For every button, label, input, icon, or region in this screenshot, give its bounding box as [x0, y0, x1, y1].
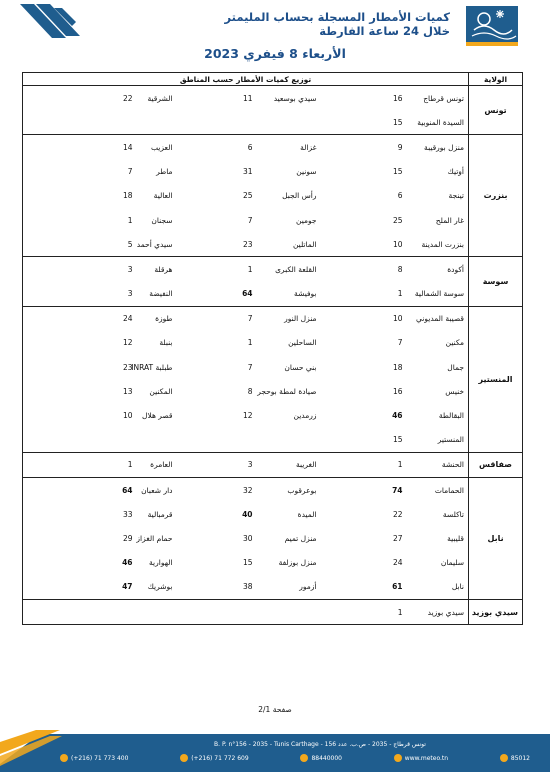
rainfall-value [177, 110, 257, 135]
station-name: صيادة لمطة بوحجر [257, 386, 317, 396]
rainfall-value: 8 [321, 257, 407, 282]
table-row [23, 232, 523, 257]
rainfall-value: 10 [23, 403, 137, 427]
rainfall-value [177, 599, 257, 624]
station-name [257, 599, 321, 624]
page-number: صفحة 2/1 [258, 705, 292, 714]
rainfall-value: 9 [321, 135, 407, 160]
footer-band [0, 724, 550, 772]
rainfall-value: 15 [242, 558, 253, 568]
footer-phone1: (+216) 71 773 400 [60, 754, 128, 762]
document-title [170, 10, 450, 38]
rainfall-value: 46 [23, 551, 137, 575]
station-name: سيدي بوزيد [407, 599, 469, 624]
table-row [23, 452, 523, 477]
station-name: تينجة [448, 191, 465, 201]
title-line-1: كميات الأمطار المسجلة بحساب المليمتر [224, 10, 450, 24]
page-footer [0, 724, 550, 772]
station-name: السيدة المنوبية [417, 117, 465, 127]
station-name: قصر هلال [142, 411, 173, 421]
rainfall-value: 10 [392, 239, 403, 249]
station-name: القلعة الكبرى [257, 257, 321, 282]
header-stripes-decoration [20, 4, 82, 38]
footer-phone3: 88440000 [300, 754, 342, 762]
governorate-cell: المنستير [469, 306, 523, 452]
rainfall-value: 7 [247, 362, 253, 372]
governorate-cell: سيدي بوزيد [469, 599, 523, 624]
station-name: المكنين [149, 386, 173, 396]
table-row [23, 208, 523, 232]
station-name: الهوارية [149, 558, 173, 568]
station-name: زرمدين [293, 411, 317, 421]
footer-address: B. P. n°156 - 2035 - Tunis Carthage - تونس قرطاج - 2035 - ص.ب. عدد 156 [214, 741, 426, 748]
station-name: العامرة [137, 452, 177, 477]
table-row [23, 502, 523, 526]
rainfall-value: 15 [392, 435, 403, 445]
rainfall-value: 23 [23, 355, 137, 379]
table-row [23, 428, 523, 453]
rainfall-value: 22 [392, 509, 403, 519]
rainfall-value [23, 428, 137, 453]
rainfall-value: 12 [23, 331, 137, 355]
station-name: جمال [447, 362, 465, 372]
rainfall-value: 31 [242, 167, 253, 177]
rainfall-value: 16 [321, 86, 407, 111]
fax-icon [180, 754, 188, 762]
station-name: سليمان [440, 558, 465, 568]
footer-contacts [60, 754, 530, 762]
station-name: أزمور [299, 582, 317, 592]
rainfall-value: 1 [247, 338, 253, 348]
rainfall-value: 7 [397, 338, 403, 348]
rainfall-value: 29 [23, 526, 137, 550]
station-name: الحنشة [407, 452, 469, 477]
station-name: بنبلة [159, 338, 173, 348]
rainfall-value: 15 [392, 117, 403, 127]
report-date: الأربعاء 8 فيفري 2023 [204, 46, 346, 61]
header-governorate: الولاية [469, 73, 523, 86]
rainfall-value: 22 [23, 86, 137, 111]
station-name: منزل تميم [284, 533, 317, 543]
governorate-cell: صفاقس [469, 452, 523, 477]
station-name: قليبية [447, 533, 465, 543]
governorate-cell: تونس [469, 86, 523, 135]
footer-phone2: (+216) 71 772 609 [180, 754, 248, 762]
station-name: بوشريك [147, 582, 173, 592]
rainfall-value: 1 [321, 599, 407, 624]
station-name: مكنين [445, 338, 465, 348]
rainfall-value: 32 [177, 478, 257, 503]
meteo-logo [466, 6, 518, 46]
rainfall-value: 30 [242, 533, 253, 543]
phone-icon [60, 754, 68, 762]
rainfall-value: 64 [242, 289, 253, 299]
station-name: الشرقية [137, 86, 177, 111]
rainfall-value [23, 110, 137, 135]
station-name: قرمبالية [147, 509, 173, 519]
table-row [23, 257, 523, 282]
table-row [23, 331, 523, 355]
station-name: الغريبة [257, 452, 321, 477]
rainfall-value: 16 [392, 386, 403, 396]
rainfall-value: 27 [392, 533, 403, 543]
station-name: بوفيشة [293, 289, 317, 299]
station-name [137, 428, 177, 453]
station-name: الميدة [297, 509, 317, 519]
rainfall-value: 15 [392, 167, 403, 177]
governorate-cell: نابل [469, 478, 523, 600]
governorate-cell: سوسة [469, 257, 523, 306]
header-distribution: توزيع كميات الأمطار حسب المناطق [23, 73, 469, 86]
rainfall-value: 47 [23, 575, 137, 600]
station-name: خنيس [445, 386, 465, 396]
station-name: بني حسان [284, 362, 317, 372]
rainfall-value: 1 [23, 208, 137, 232]
station-name: الماتلين [292, 239, 317, 249]
table-row [23, 599, 523, 624]
rainfall-value: 10 [321, 306, 407, 331]
station-name: الحمامات [407, 478, 469, 503]
station-name: منزل بورقيبة [407, 135, 469, 160]
station-name: بوعرقوب [257, 478, 321, 503]
rainfall-value: 5 [23, 232, 137, 257]
rainfall-value: 7 [247, 215, 253, 225]
table-header-row [23, 73, 523, 86]
globe-icon [394, 754, 402, 762]
table-row [23, 184, 523, 208]
station-name [257, 110, 321, 135]
rainfall-value: 33 [23, 502, 137, 526]
station-name: هرقلة [137, 257, 177, 282]
station-name: سيدي أحمد [136, 239, 173, 249]
table-row [23, 160, 523, 184]
table-row [23, 355, 523, 379]
table-row [23, 135, 523, 160]
station-name [137, 110, 177, 135]
rainfall-value: 38 [242, 582, 253, 592]
table-row [23, 379, 523, 403]
title-line-2: خلال 24 ساعة الفارطة [319, 24, 450, 38]
station-name: رأس الجبل [282, 191, 317, 201]
rainfall-value: 7 [23, 160, 137, 184]
station-name: تاكلسة [442, 509, 465, 519]
rainfall-value: 46 [392, 411, 403, 421]
governorate-cell: بنزرت [469, 135, 523, 257]
rainfall-value: 1 [397, 289, 403, 299]
station-name: سجنان [151, 215, 173, 225]
station-name: أوتيك [447, 167, 465, 177]
rainfall-value: 74 [321, 478, 407, 503]
table-row [23, 478, 523, 503]
footer-website[interactable]: www.meteo.tn [394, 754, 448, 762]
rainfall-value [23, 599, 137, 624]
rainfall-value: 8 [247, 386, 253, 396]
table-row [23, 403, 523, 427]
rainfall-value: 1 [321, 452, 407, 477]
rainfall-value: 23 [242, 239, 253, 249]
table-row [23, 575, 523, 600]
rainfall-value: 24 [392, 558, 403, 568]
station-name: النفيضة [149, 289, 173, 299]
rainfall-value: 11 [177, 86, 257, 111]
station-name: أكودة [407, 257, 469, 282]
rainfall-value: 13 [23, 379, 137, 403]
rainfall-value: 6 [397, 191, 403, 201]
rainfall-value: 25 [242, 191, 253, 201]
table-row [23, 551, 523, 575]
rainfall-value: 24 [23, 306, 137, 331]
station-name [137, 599, 177, 624]
rainfall-table [22, 72, 523, 625]
table-row [23, 86, 523, 111]
station-name: طوزة [137, 306, 177, 331]
rainfall-value: 18 [392, 362, 403, 372]
rainfall-value [177, 428, 257, 453]
rainfall-value: 18 [23, 184, 137, 208]
table-row [23, 526, 523, 550]
station-name: تونس قرطاج [407, 86, 469, 111]
rainfall-value: 61 [392, 582, 403, 592]
station-name: غزالة [257, 135, 321, 160]
station-name: حمام الغزاز [136, 533, 173, 543]
rainfall-value: 12 [242, 411, 253, 421]
rainfall-value: 25 [392, 215, 403, 225]
station-name: سونين [296, 167, 317, 177]
footer-number: 85012 [500, 754, 530, 762]
station-name: سيدي بوسعيد [257, 86, 321, 111]
rainfall-value: 3 [23, 257, 137, 282]
station-name: دار شعبان [137, 478, 177, 503]
station-name: جومين [296, 215, 317, 225]
station-name [257, 428, 321, 453]
station-name: سوسة الشمالية [414, 289, 465, 299]
station-name: غار الملح [435, 215, 465, 225]
mailbox-icon [500, 754, 508, 762]
rainfall-value: 64 [23, 478, 137, 503]
station-name: البقالطة [438, 411, 465, 421]
rainfall-value: 14 [23, 135, 137, 160]
station-name: الساحلين [288, 338, 317, 348]
table-row [23, 282, 523, 307]
station-name: منزل بوزلفة [278, 558, 317, 568]
rainfall-value: 6 [177, 135, 257, 160]
rainfall-value: 1 [177, 257, 257, 282]
station-name: قصيبة المديوني [407, 306, 469, 331]
station-name: المنستير [437, 435, 465, 445]
station-name: طبلبة INRAT [131, 362, 173, 372]
station-name: نابل [451, 582, 465, 592]
table-row [23, 110, 523, 135]
station-name: العزيب [137, 135, 177, 160]
rainfall-value: 7 [177, 306, 257, 331]
table-row [23, 306, 523, 331]
phone-icon [300, 754, 308, 762]
rainfall-value: 1 [23, 452, 137, 477]
rainfall-value: 3 [177, 452, 257, 477]
station-name: ماطر [156, 167, 173, 177]
station-name: العالية [153, 191, 173, 201]
station-name: منزل النور [257, 306, 321, 331]
station-name: بنزرت المدينة [421, 239, 465, 249]
rainfall-value: 3 [23, 282, 137, 307]
rainfall-value: 40 [242, 509, 253, 519]
